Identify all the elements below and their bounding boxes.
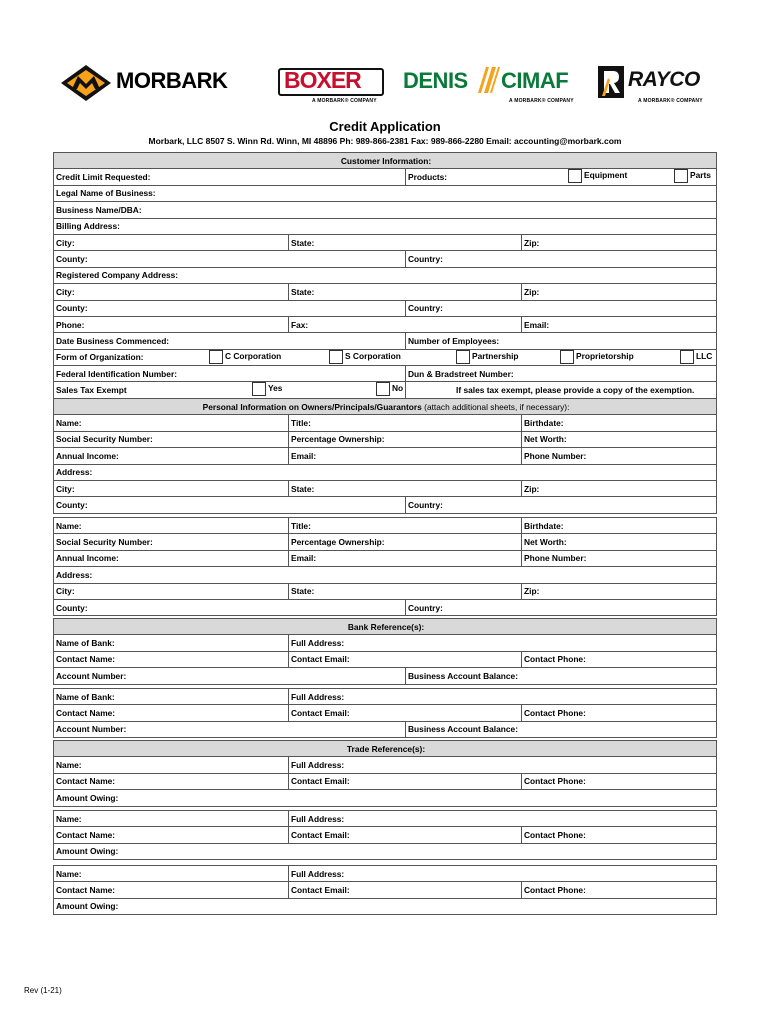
registered-city-field[interactable]: City:	[54, 284, 289, 300]
registered-county-field[interactable]: County:	[54, 300, 406, 316]
owner1-address-field[interactable]: Address:	[54, 464, 717, 480]
trade2-section	[53, 810, 716, 860]
partnership-option: Partnership	[456, 350, 519, 364]
products-field	[406, 169, 717, 185]
trade1-address-field[interactable]: Full Address:	[289, 757, 717, 773]
trade3-address-field[interactable]: Full Address:	[289, 866, 717, 882]
tax-exempt-note: If sales tax exempt, please provide a copy of the exemption.	[406, 382, 717, 398]
boxer-logo	[278, 60, 388, 110]
owner1-city-field[interactable]: City:	[54, 480, 289, 496]
duns-field[interactable]: Dun & Bradstreet Number:	[406, 366, 717, 382]
customer-information-section	[53, 152, 716, 399]
equipment-checkbox[interactable]	[568, 169, 582, 183]
revision-label: Rev (1-21)	[24, 986, 62, 995]
billing-zip-field[interactable]: Zip:	[522, 234, 717, 250]
owner2-state-field[interactable]: State:	[289, 583, 522, 599]
owner2-title-field[interactable]: Title:	[289, 518, 522, 534]
bank1-contact-email-field[interactable]: Contact Email:	[289, 651, 522, 667]
products-label: Products:	[408, 172, 448, 183]
trade2-contact-phone-field[interactable]: Contact Phone:	[522, 827, 717, 843]
partnership-checkbox[interactable]	[456, 350, 470, 364]
owner1-zip-field[interactable]: Zip:	[522, 480, 717, 496]
billing-state-field[interactable]: State:	[289, 234, 522, 250]
registered-address-field[interactable]: Registered Company Address:	[54, 267, 717, 283]
morbark-emblem-icon	[60, 64, 112, 102]
bank2-name-field[interactable]: Name of Bank:	[54, 689, 289, 705]
bank1-contact-phone-field[interactable]: Contact Phone:	[522, 651, 717, 667]
boxer-wordmark: BOXER	[284, 67, 361, 93]
trade2-address-field[interactable]: Full Address:	[289, 811, 717, 827]
denis-subtitle: A MORBARK® COMPANY	[509, 98, 574, 104]
tax-exempt-no-option: No	[376, 382, 403, 396]
owner2-county-field[interactable]: County:	[54, 599, 406, 615]
billing-country-field[interactable]: Country:	[406, 251, 717, 267]
owner2-income-field[interactable]: Annual Income:	[54, 550, 289, 566]
owner2-address-field[interactable]: Address:	[54, 567, 717, 583]
company-address: Morbark, LLC 8507 S. Winn Rd. Winn, MI 48896 Ph: 989-866-2381 Fax: 989-866-2280 Email: accounting@morbark.com	[148, 136, 622, 146]
bank1-name-field[interactable]: Name of Bank:	[54, 635, 289, 651]
owner2-net-worth-field[interactable]: Net Worth:	[522, 534, 717, 550]
registered-country-field[interactable]: Country:	[406, 300, 717, 316]
bank2-balance-field[interactable]: Business Account Balance:	[406, 721, 717, 737]
trade3-contact-phone-field[interactable]: Contact Phone:	[522, 882, 717, 898]
morbark-logo	[60, 60, 260, 110]
form-of-organization-row	[54, 349, 717, 365]
personal-info-header: Personal Information on Owners/Principals/Guarantors (attach additional sheets, if necessary):	[54, 399, 717, 415]
customer-info-header: Customer Information:	[54, 153, 717, 169]
page-title: Credit Application	[329, 119, 441, 134]
tax-exempt-no-checkbox[interactable]	[376, 382, 390, 396]
bank2-account-field[interactable]: Account Number:	[54, 721, 406, 737]
registered-state-field[interactable]: State:	[289, 284, 522, 300]
billing-county-field[interactable]: County:	[54, 251, 406, 267]
owner1-ssn-field[interactable]: Social Security Number:	[54, 431, 289, 447]
bank2-contact-phone-field[interactable]: Contact Phone:	[522, 705, 717, 721]
owner2-country-field[interactable]: Country:	[406, 599, 717, 615]
owner1-title-field[interactable]: Title:	[289, 415, 522, 431]
owner2-phone-field[interactable]: Phone Number:	[522, 550, 717, 566]
owner1-phone-field[interactable]: Phone Number:	[522, 448, 717, 464]
llc-option: LLC	[680, 350, 712, 364]
trade-references-section	[53, 740, 716, 807]
sales-tax-exempt-label: Sales Tax Exempt	[56, 385, 127, 396]
cimaf-wordmark: CIMAF	[501, 68, 569, 93]
owner2-name-field[interactable]: Name:	[54, 518, 289, 534]
trade1-contact-name-field[interactable]: Contact Name:	[54, 773, 289, 789]
trade2-name-field[interactable]: Name:	[54, 811, 289, 827]
trade2-amount-owing-field[interactable]: Amount Owing:	[54, 843, 717, 859]
bank1-contact-name-field[interactable]: Contact Name:	[54, 651, 289, 667]
owner2-ownership-field[interactable]: Percentage Ownership:	[289, 534, 522, 550]
email-field[interactable]: Email:	[522, 316, 717, 332]
slash-mark-icon	[478, 67, 500, 93]
registered-zip-field[interactable]: Zip:	[522, 284, 717, 300]
bank2-contact-name-field[interactable]: Contact Name:	[54, 705, 289, 721]
trade1-contact-email-field[interactable]: Contact Email:	[289, 773, 522, 789]
owner1-name-field[interactable]: Name:	[54, 415, 289, 431]
bank1-address-field[interactable]: Full Address:	[289, 635, 717, 651]
owner2-email-field[interactable]: Email:	[289, 550, 522, 566]
trade3-contact-name-field[interactable]: Contact Name:	[54, 882, 289, 898]
c-corp-checkbox[interactable]	[209, 350, 223, 364]
bank1-balance-field[interactable]: Business Account Balance:	[406, 668, 717, 684]
tax-exempt-yes-checkbox[interactable]	[252, 382, 266, 396]
denis-wordmark: DENIS	[403, 68, 468, 93]
num-employees-field[interactable]: Number of Employees:	[406, 333, 717, 349]
trade2-contact-email-field[interactable]: Contact Email:	[289, 827, 522, 843]
owner2-city-field[interactable]: City:	[54, 583, 289, 599]
sales-tax-exempt-field	[54, 382, 406, 398]
bank-references-header: Bank Reference(s):	[54, 619, 717, 635]
c-corp-option: C Corporation	[209, 350, 281, 364]
owner1-email-field[interactable]: Email:	[289, 448, 522, 464]
owner1-country-field[interactable]: Country:	[406, 497, 717, 513]
bank1-account-field[interactable]: Account Number:	[54, 668, 406, 684]
owner1-net-worth-field[interactable]: Net Worth:	[522, 431, 717, 447]
owner2-birthdate-field[interactable]: Birthdate:	[522, 518, 717, 534]
trade3-section	[53, 865, 716, 915]
owner1-income-field[interactable]: Annual Income:	[54, 448, 289, 464]
boxer-subtitle: A MORBARK® COMPANY	[312, 98, 377, 104]
fax-field[interactable]: Fax:	[289, 316, 522, 332]
owner1-ownership-field[interactable]: Percentage Ownership:	[289, 431, 522, 447]
trade-references-header: Trade Reference(s):	[54, 741, 717, 757]
date-commenced-field[interactable]: Date Business Commenced:	[54, 333, 406, 349]
phone-field[interactable]: Phone:	[54, 316, 289, 332]
proprietorship-checkbox[interactable]	[560, 350, 574, 364]
billing-city-field[interactable]: City:	[54, 234, 289, 250]
proprietorship-option: Proprietorship	[560, 350, 634, 364]
s-corp-checkbox[interactable]	[329, 350, 343, 364]
equipment-option: Equipment	[568, 169, 627, 183]
rayco-subtitle: A MORBARK® COMPANY	[638, 98, 703, 104]
billing-address-field[interactable]: Billing Address:	[54, 218, 717, 234]
trade1-name-field[interactable]: Name:	[54, 757, 289, 773]
parts-checkbox[interactable]	[674, 169, 688, 183]
trade1-amount-owing-field[interactable]: Amount Owing:	[54, 790, 717, 806]
form-of-organization-label: Form of Organization:	[56, 352, 144, 363]
llc-checkbox[interactable]	[680, 350, 694, 364]
owner2-ssn-field[interactable]: Social Security Number:	[54, 534, 289, 550]
owner1-county-field[interactable]: County:	[54, 497, 406, 513]
owner1-state-field[interactable]: State:	[289, 480, 522, 496]
dba-field[interactable]: Business Name/DBA:	[54, 202, 717, 218]
rayco-wordmark: RAYCO	[628, 68, 700, 91]
trade3-amount-owing-field[interactable]: Amount Owing:	[54, 898, 717, 914]
tax-exempt-yes-option: Yes	[252, 382, 282, 396]
bank2-address-field[interactable]: Full Address:	[289, 689, 717, 705]
rayco-logo	[598, 60, 710, 110]
morbark-wordmark: MORBARK	[116, 68, 228, 93]
credit-limit-field[interactable]: Credit Limit Requested:	[54, 169, 406, 185]
personal-information-section	[53, 398, 716, 514]
fein-field[interactable]: Federal Identification Number:	[54, 366, 406, 382]
owner2-section	[53, 517, 716, 616]
bank-references-section	[53, 618, 716, 685]
trade1-contact-phone-field[interactable]: Contact Phone:	[522, 773, 717, 789]
owner1-birthdate-field[interactable]: Birthdate:	[522, 415, 717, 431]
denis-cimaf-logo	[403, 60, 583, 110]
rayco-emblem-icon	[598, 66, 624, 98]
bank2-contact-email-field[interactable]: Contact Email:	[289, 705, 522, 721]
owner2-zip-field[interactable]: Zip:	[522, 583, 717, 599]
s-corp-option: S Corporation	[329, 350, 401, 364]
trade3-contact-email-field[interactable]: Contact Email:	[289, 882, 522, 898]
trade2-contact-name-field[interactable]: Contact Name:	[54, 827, 289, 843]
brand-logos	[60, 60, 710, 110]
parts-option: Parts	[674, 169, 711, 183]
bank2-section	[53, 688, 716, 738]
trade3-name-field[interactable]: Name:	[54, 866, 289, 882]
legal-name-field[interactable]: Legal Name of Business:	[54, 185, 717, 201]
